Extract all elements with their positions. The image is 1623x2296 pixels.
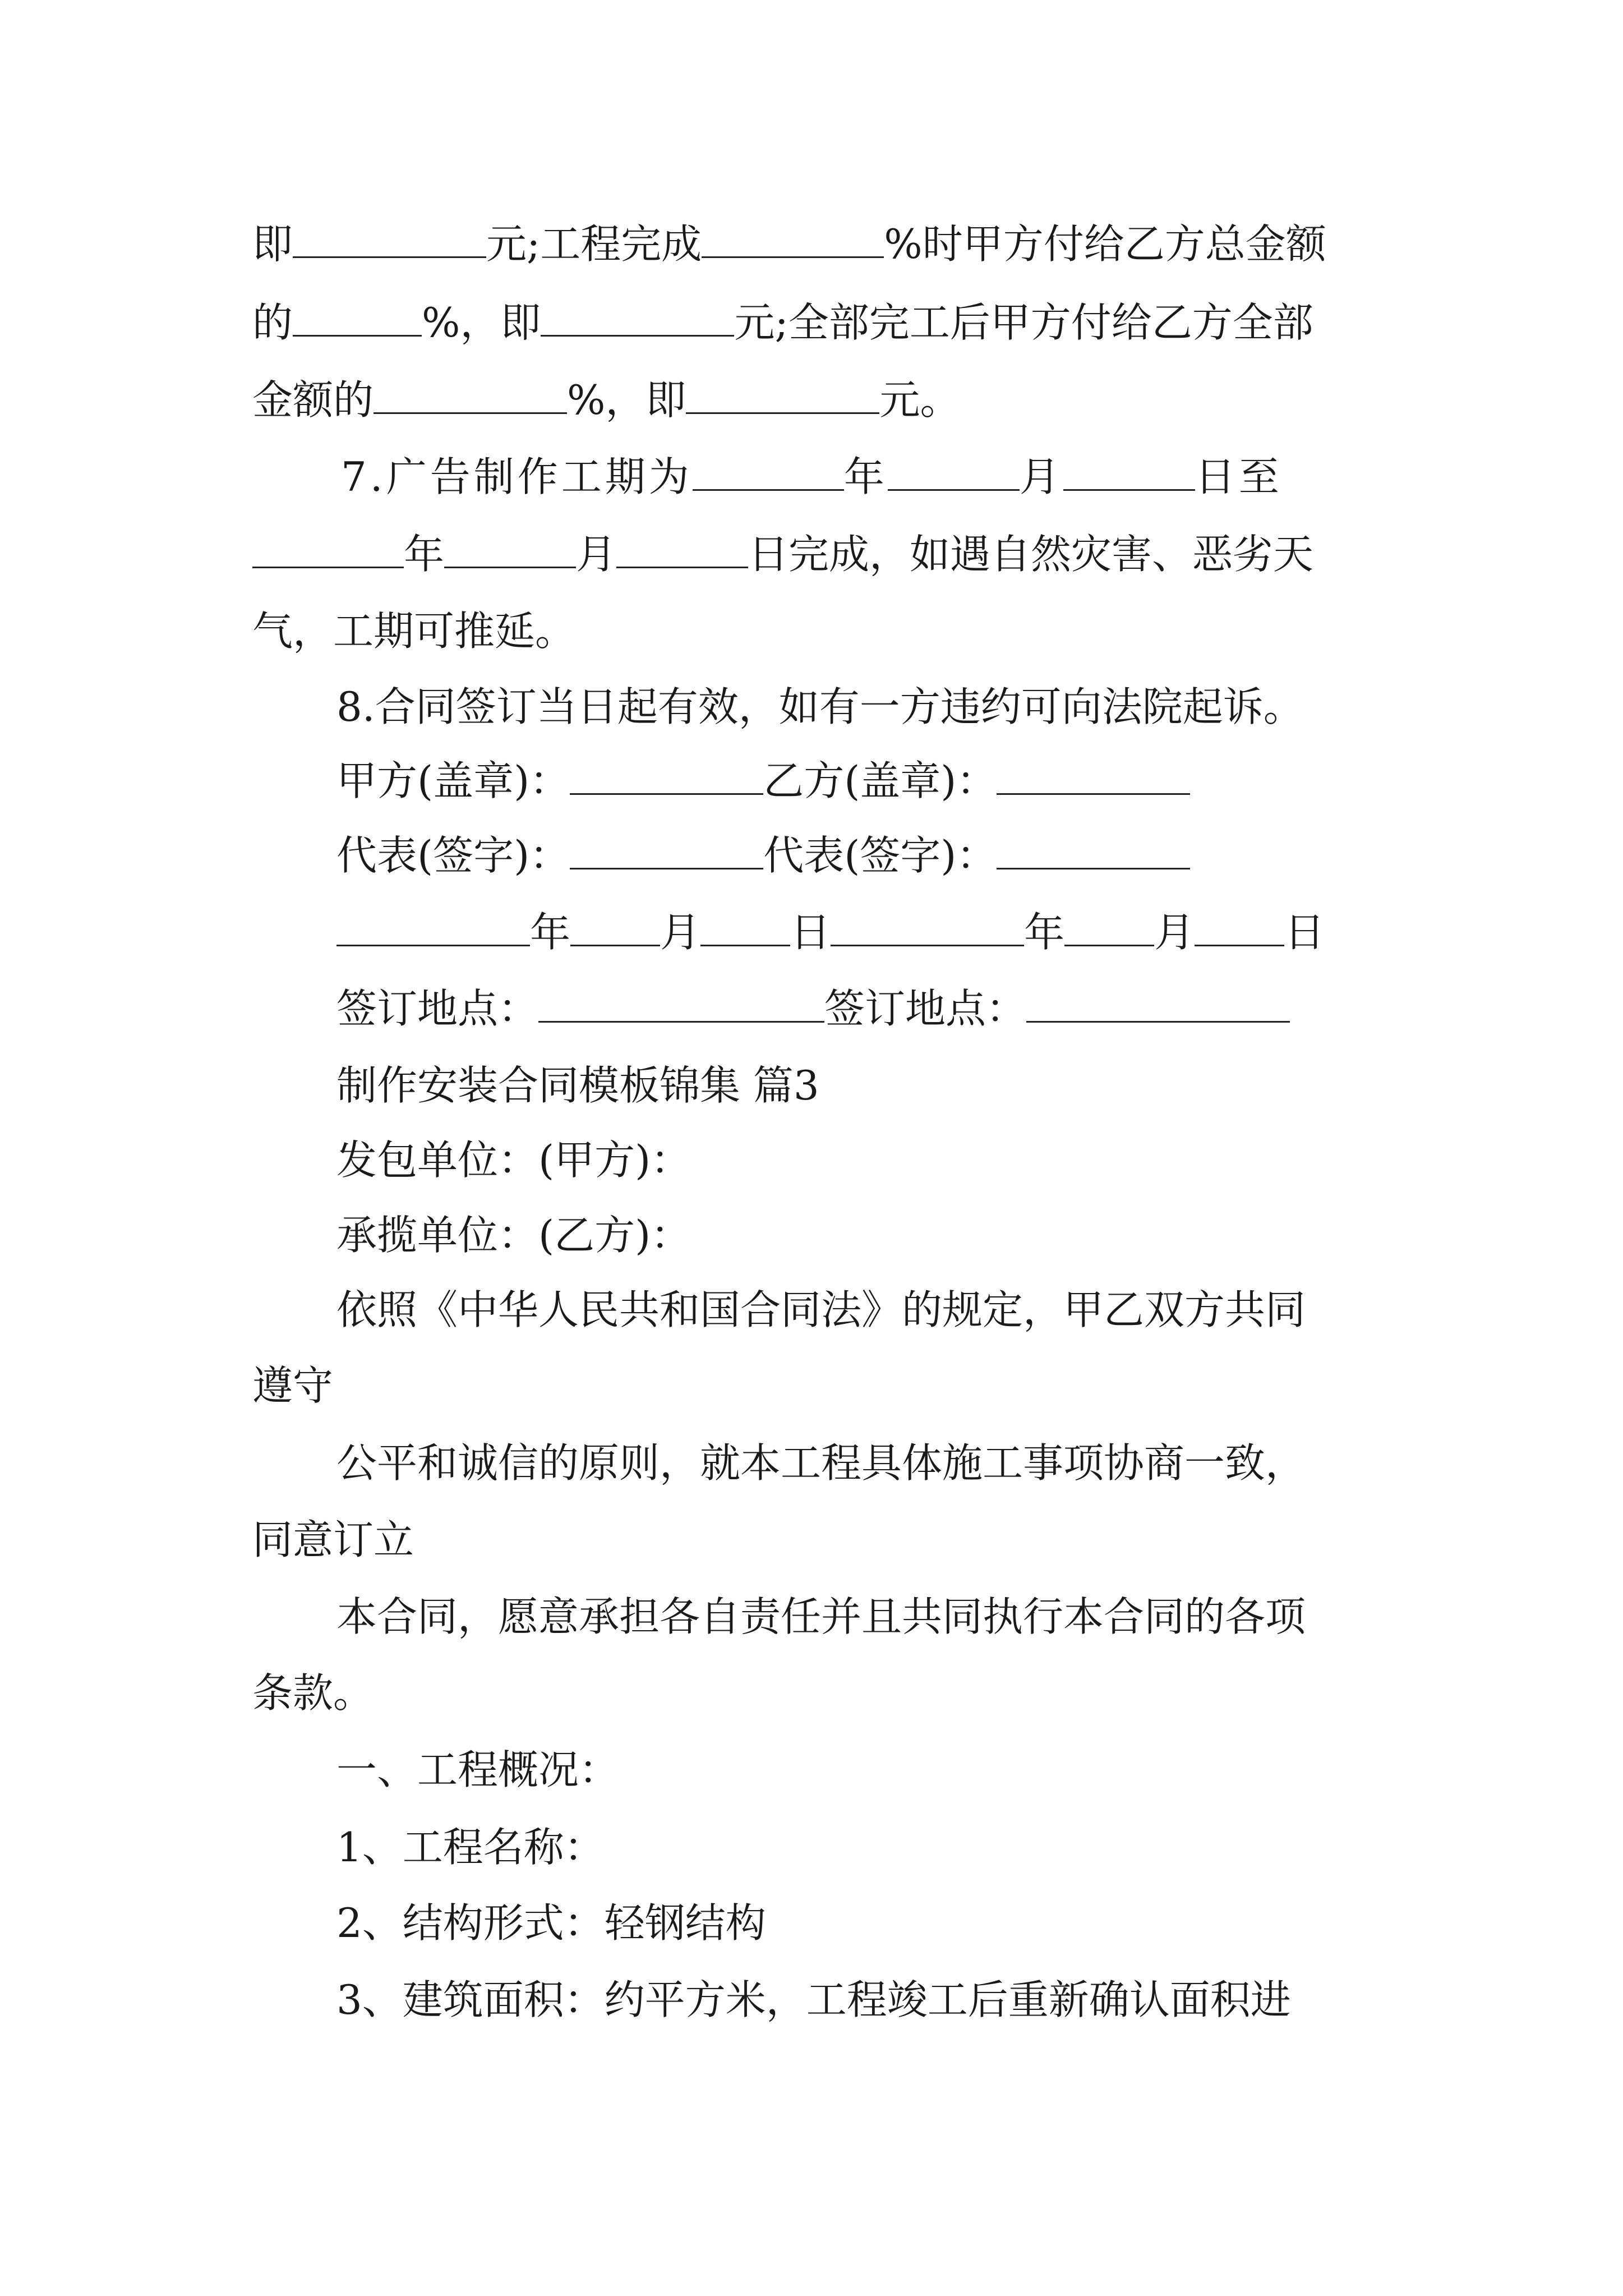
- blank-field[interactable]: [686, 378, 879, 414]
- blank-field[interactable]: [293, 300, 422, 337]
- place-b-field[interactable]: [1026, 986, 1290, 1023]
- text: %，即: [567, 376, 686, 424]
- blank-field[interactable]: [374, 378, 567, 414]
- text: 元;全部完工后甲方付给乙方全部: [734, 299, 1313, 346]
- payment-line-2: [252, 295, 1313, 351]
- payment-line-3: [252, 372, 960, 428]
- blank-field[interactable]: [700, 910, 790, 946]
- party-a-seal-label: 甲方(盖章)：: [336, 757, 570, 804]
- blank-field[interactable]: [1063, 454, 1195, 491]
- text: 月: [660, 909, 701, 956]
- item-project-name: 1、工程名称：: [336, 1824, 605, 1871]
- blank-field[interactable]: [693, 454, 844, 491]
- party-a-rep-label: 代表(签字)：: [336, 832, 570, 879]
- text: 年: [404, 531, 445, 578]
- text: %，即: [422, 299, 541, 346]
- paragraph-line: 条款。: [252, 1669, 374, 1717]
- blank-field[interactable]: [888, 454, 1020, 491]
- place-line: [336, 981, 1290, 1037]
- party-b-rep-field[interactable]: [997, 833, 1190, 869]
- blank-field[interactable]: [1195, 910, 1284, 946]
- text: 的: [252, 299, 293, 346]
- text: %时甲方付给乙方总金额: [884, 220, 1326, 268]
- text: 元。: [879, 376, 961, 424]
- payment-line-1: [252, 216, 1326, 272]
- party-b-seal-field[interactable]: [997, 758, 1190, 795]
- paragraph-line: 依照《中华人民共和国合同法》的规定，甲乙双方共同: [336, 1286, 1306, 1333]
- party-b-seal-label: 乙方(盖章)：: [763, 757, 997, 804]
- blank-field[interactable]: [702, 222, 884, 258]
- text: 7.广告制作工期为: [341, 453, 693, 500]
- text: 日完成，如遇自然灾害、恶劣天: [748, 531, 1314, 578]
- blank-field[interactable]: [616, 532, 748, 568]
- seal-line: [336, 753, 1190, 809]
- duration-line-1: [341, 449, 1283, 505]
- text: 即: [252, 220, 293, 268]
- text: 元;工程完成: [486, 220, 702, 268]
- paragraph-line: 公平和诚信的原则，就本工程具体施工事项协商一致，: [336, 1439, 1306, 1487]
- blank-field[interactable]: [541, 300, 734, 337]
- section-1-heading: 一、工程概况：: [336, 1746, 620, 1793]
- section-heading: 制作安装合同模板锦集 篇3: [336, 1062, 819, 1109]
- text: 月: [576, 531, 617, 578]
- text: 年: [1024, 909, 1065, 956]
- item-building-area: 3、建筑面积：约平方米，工程竣工后重新确认面积进: [336, 1976, 1291, 2023]
- contractor-line: 承揽单位：(乙方)：: [336, 1212, 691, 1259]
- blank-field[interactable]: [831, 910, 1024, 946]
- text: 年: [843, 453, 888, 500]
- date-line: [336, 904, 1325, 960]
- paragraph-line: 同意订立: [252, 1516, 414, 1563]
- text: 年: [530, 909, 571, 956]
- issuer-line: 发包单位：(甲方)：: [336, 1137, 691, 1184]
- place-a-label: 签订地点：: [336, 985, 539, 1032]
- party-b-rep-label: 代表(签字)：: [763, 832, 997, 879]
- blank-field[interactable]: [570, 910, 660, 946]
- duration-line-3: 气，工期可推延。: [252, 608, 576, 655]
- blank-field[interactable]: [252, 532, 404, 568]
- validity-clause: 8.合同签订当日起有效，如有一方违约可向法院起诉。: [336, 683, 1304, 730]
- blank-field[interactable]: [293, 222, 486, 258]
- item-structure-type: 2、结构形式：轻钢结构: [336, 1899, 766, 1947]
- blank-field[interactable]: [1064, 910, 1154, 946]
- text: 月: [1019, 453, 1063, 500]
- text: 日: [790, 909, 831, 956]
- representative-line: [336, 827, 1190, 884]
- text: 金额的: [252, 376, 374, 424]
- paragraph-line: 本合同，愿意承担各自责任并且共同执行本合同的各项: [336, 1593, 1306, 1640]
- blank-field[interactable]: [444, 532, 576, 568]
- paragraph-line: 遵守: [252, 1362, 334, 1409]
- place-a-field[interactable]: [538, 986, 824, 1023]
- party-a-seal-field[interactable]: [570, 758, 763, 795]
- text: 日: [1284, 909, 1325, 956]
- duration-line-2: [252, 526, 1313, 582]
- place-b-label: 签订地点：: [824, 985, 1027, 1032]
- party-a-rep-field[interactable]: [570, 833, 763, 869]
- text: 日至: [1195, 453, 1283, 500]
- blank-field[interactable]: [336, 910, 530, 946]
- text: 月: [1154, 909, 1195, 956]
